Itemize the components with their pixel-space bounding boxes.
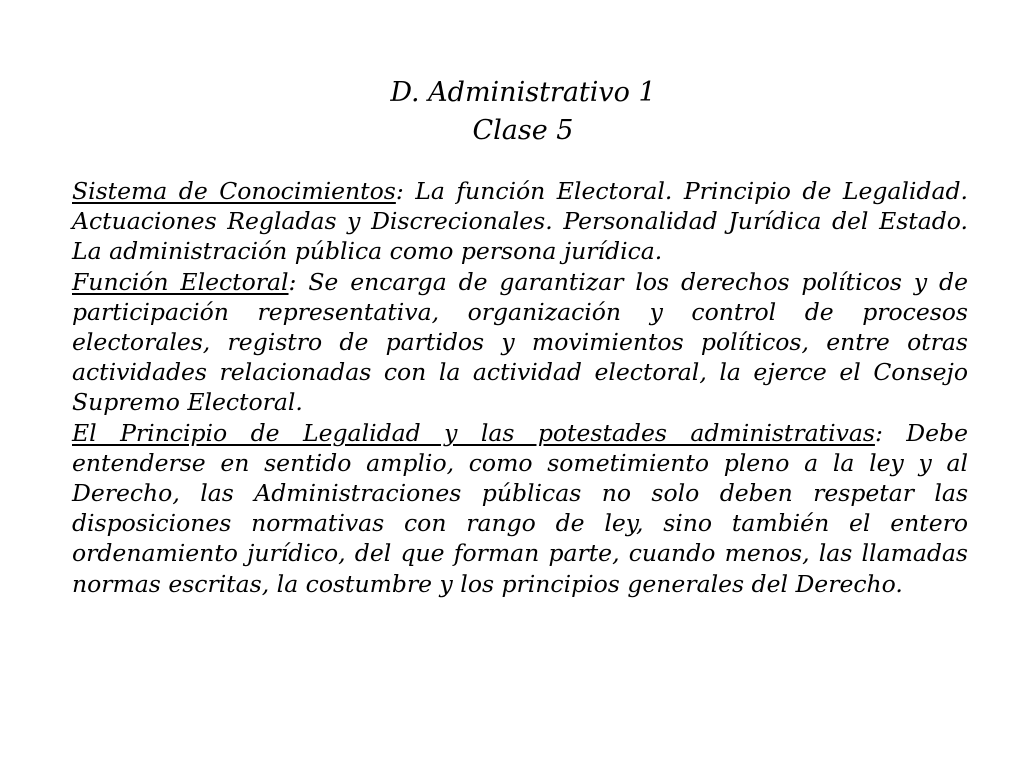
paragraph-principio-legalidad	[72, 418, 968, 599]
title-class: Clase 5	[472, 115, 574, 146]
paragraph-sistema-conocimientos	[72, 176, 968, 267]
paragraph-text: : La función Electoral. Principio de Legalidad. Actuaciones Regladas y Discrecionales. Personalidad Jurídica del Estado. La administración pública como persona jurídica.	[72, 177, 968, 266]
term-principio-legalidad: El Principio de Legalidad y las potestades administrativas	[72, 418, 875, 447]
term-sistema-conocimientos: Sistema de Conocimientos	[72, 177, 396, 205]
slide-body	[72, 176, 968, 599]
paragraph-text: : Se encarga de garantizar los derechos políticos y de participación representativa, organización y control de procesos electorales, registro de partidos y movimientos políticos, entre otras actividades relacionadas con la actividad electoral, la ejerce el Consejo Supremo Electoral.	[72, 267, 968, 417]
title-course: D. Administrativo 1	[390, 77, 656, 108]
term-funcion-electoral: Función Electoral	[72, 267, 289, 296]
slide-title	[0, 74, 1024, 150]
paragraph-funcion-electoral	[72, 267, 968, 418]
paragraph-text: : Debe entenderse en sentido amplio, como sometimiento pleno a la ley y al Derecho, las Administraciones públicas no solo deben respetar las disposiciones normativas con rango de ley, sino también el entero ordenamiento jurídico, del que forman parte, cuando menos, las llamadas normas escritas, la costumbre y los principios generales del Derecho.	[72, 418, 968, 598]
